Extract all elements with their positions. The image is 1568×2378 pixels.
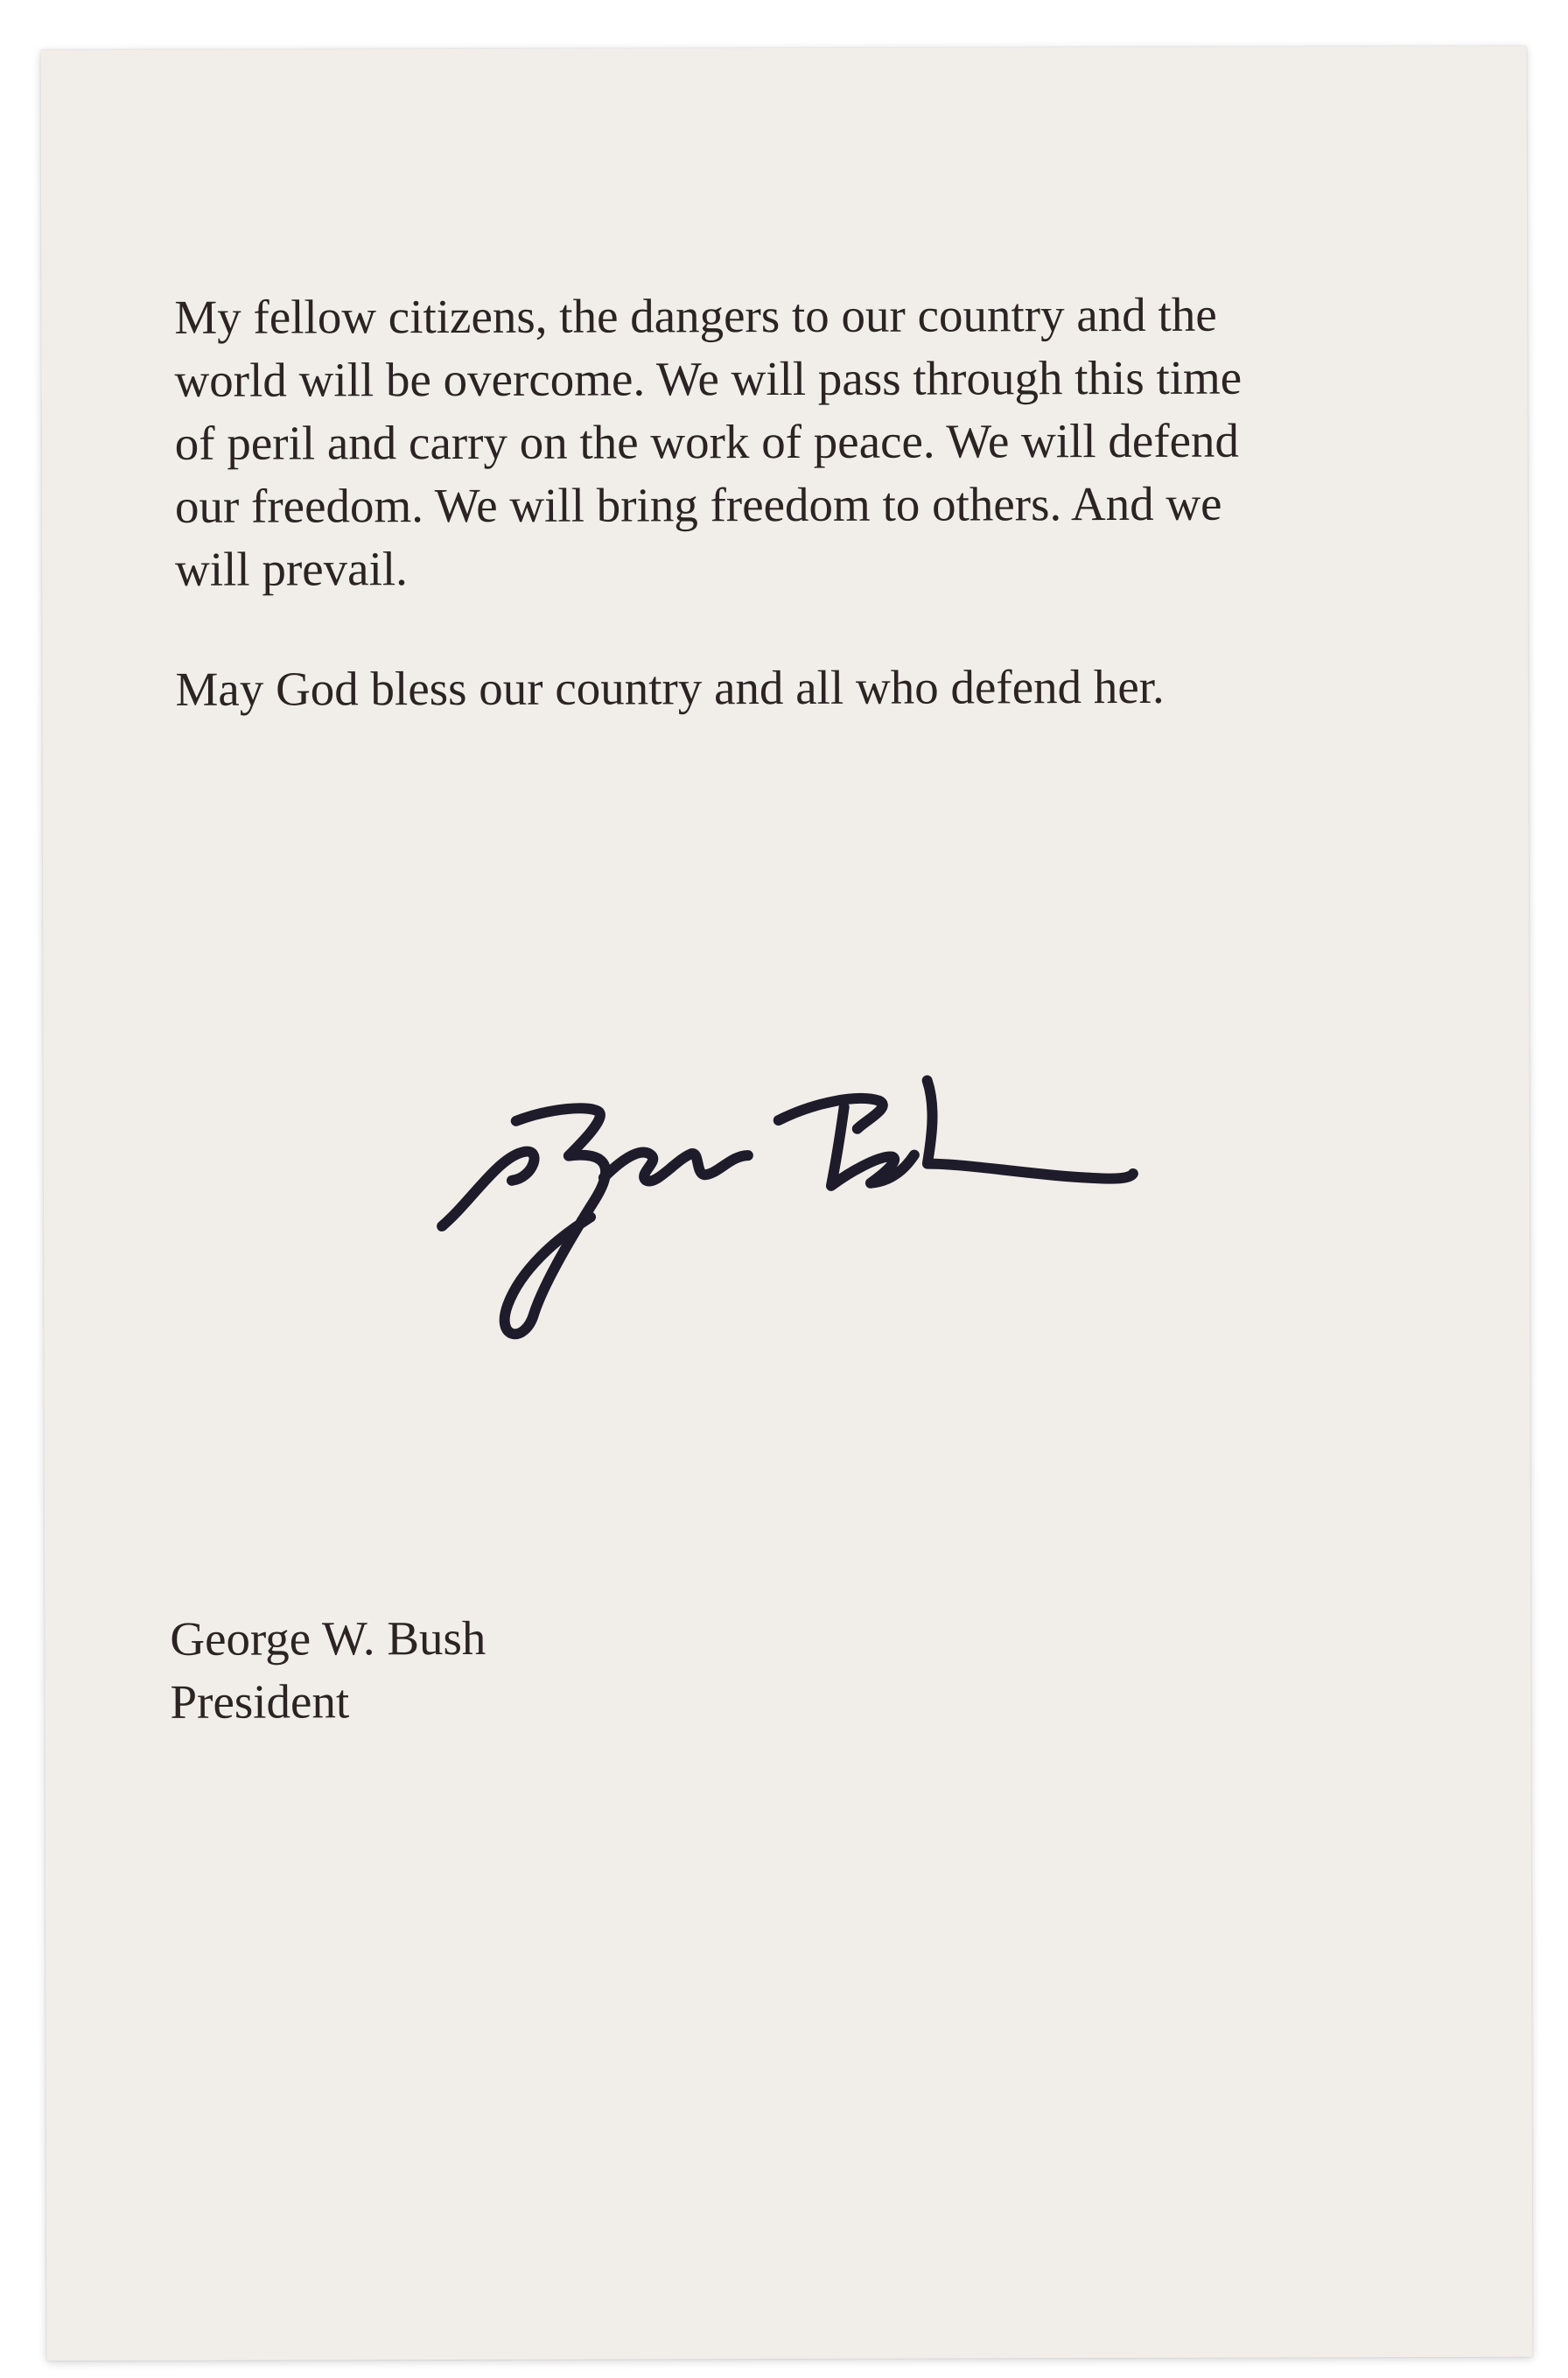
signature-stroke bbox=[504, 1108, 606, 1334]
signer-name: George W. Bush bbox=[170, 1610, 486, 1666]
body-line: of peril and carry on the work of peace. We will defend bbox=[174, 413, 1240, 470]
signature-block bbox=[170, 1607, 486, 1734]
signature-stroke bbox=[604, 1152, 748, 1181]
letter-sheet bbox=[41, 46, 1533, 2360]
body-line: will prevail. bbox=[175, 542, 408, 596]
closing-line: May God bless our country and all who defend her. bbox=[175, 659, 1165, 716]
signature-stroke bbox=[442, 1152, 535, 1226]
signature-stroke bbox=[928, 1080, 1133, 1179]
body-line: My fellow citizens, the dangers to our country and the bbox=[174, 287, 1217, 344]
body-line: our freedom. We will bring freedom to others. And we bbox=[174, 476, 1222, 533]
signer-title: President bbox=[170, 1674, 350, 1729]
signature bbox=[402, 1023, 1216, 1392]
body-line: world will be overcome. We will pass through this time bbox=[174, 350, 1242, 407]
letter-body bbox=[174, 283, 1470, 601]
signature-stroke bbox=[779, 1098, 883, 1129]
